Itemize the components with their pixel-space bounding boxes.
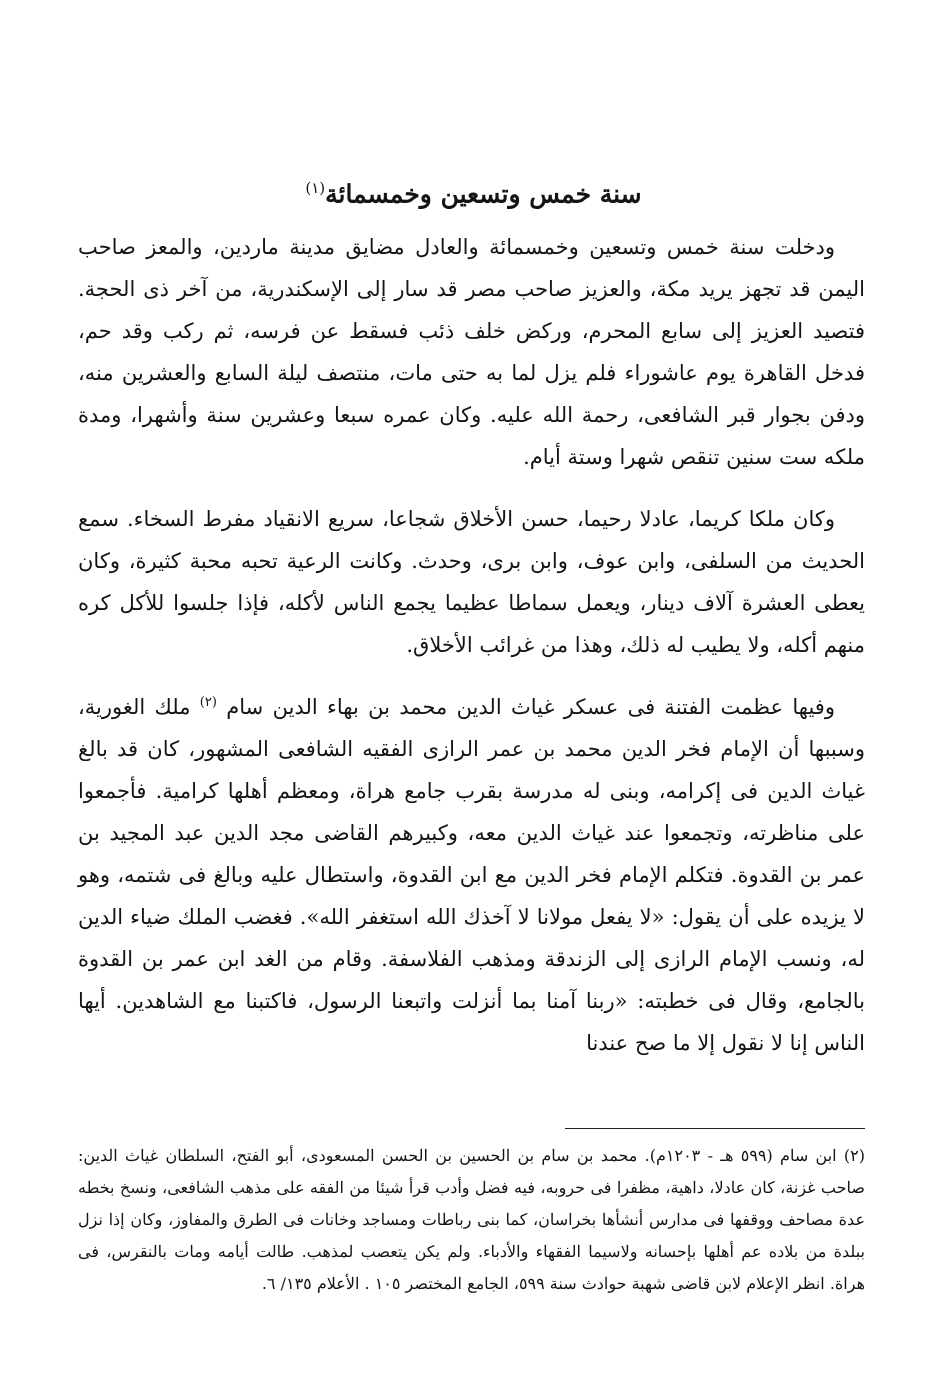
main-text <box>78 226 865 1064</box>
footnote-ref-1: (١) <box>305 179 326 197</box>
chapter-title-text: سنة خمس وتسعين وخمسمائة <box>325 179 642 209</box>
chapter-title <box>160 168 787 214</box>
footnote-divider <box>565 1128 865 1129</box>
paragraph-2: وكان ملكا كريما، عادلا رحيما، حسن الأخلاق شجاعا، سريع الانقياد مفرط السخاء. سمع الحديث من السلفى، وابن عوف، وابن برى، وحدث. وكانت الرعية تحبه محبة كثيرة، وكان يعطى العشرة آلاف دينار، ويعمل سماطا عظيما يجمع الناس لأكله، فإذا جلسوا للأكل كره منهم أكله، ولا يطيب له ذلك، وهذا من غرائب الأخلاق. <box>78 507 865 657</box>
paragraph-1: ودخلت سنة خمس وتسعين وخمسمائة والعادل مضايق مدينة ماردين، والمعز صاحب اليمن قد تجهز يريد مكة، والعزيز صاحب مصر قد سار إلى الإسكندرية، من آخر ذى الحجة. فتصيد العزيز إلى سابع المحرم، وركض خلف ذئب فسقط عن فرسه، ثم ركب وقد حم، فدخل القاهرة يوم عاشوراء فلم يزل لما به حتى مات، منتصف ليلة السابع والعشرين منه، ودفن بجوار قبر الشافعى، رحمة الله عليه. وكان عمره سبعا وعشرين سنة وأشهرا، ومدة ملكه ست سنين تنقص شهرا وستة أيام. <box>78 235 865 469</box>
paragraph-3 <box>78 686 865 1064</box>
paragraph-3-start: وفيها عظمت الفتنة فى عسكر غياث الدين محمد بن بهاء الدين سام <box>226 695 835 719</box>
paragraph-3-rest: ملك الغورية، وسببها أن الإمام فخر الدين محمد بن عمر الرازى الفقيه الشافعى المشهور، كان قد بالغ غياث الدين فى إكرامه، وبنى له مدرسة بقرب جامع هراة، ومعظم أهلها كرامية. فأجمعوا على مناظرته، وتجمعوا عند غياث الدين معه، وكبيرهم القاضى مجد الدين عبد المجيد بن عمر بن القدوة. فتكلم الإمام فخر الدين مع ابن القدوة، واستطال عليه وبالغ فى شتمه، وهو لا يزيده على أن يقول: «لا يفعل مولانا لا آخذك الله استغفر الله». فغضب الملك ضياء الدين له، ونسب الإمام الرازى إلى الزندقة ومذهب الفلاسفة. وقام من الغد ابن عمر بن القدوة بالجامع، وقال فى خطبته: «ربنا آمنا بما أنزلت واتبعنا الرسول، فاكتبنا مع الشاهدين. أيها الناس إنا لا نقول إلا ما صح عندنا <box>78 695 865 1055</box>
footnote-ref-2: (٢) <box>199 695 217 710</box>
footnote-2: (٢) ابن سام (٥٩٩ هـ - ١٢٠٣م). محمد بن سام بن الحسين بن الحسن المسعودى، أبو الفتح، السلطان غياث الدين: صاحب غزنة، كان عادلا، داهية، مظفرا فى حروبه، فيه فضل وأدب قرأ شيئا من الفقه على مذهب الشافعى، ونسخ بخطه عدة مصاحف ووقفها فى مدارس أنشأها بخراسان، كما بنى رباطات ومساجد وخانات فى الطرق والمفاوز، وكان إذا نزل ببلدة من بلاده عم أهلها بإحسانه ولاسيما الفقهاء والأدباء. ولم يكن يتعصب لمذهب. طالت أيامه ومات بالنقرس، فى هراة. انظر الإعلام لابن قاضى شهبة حوادث سنة ٥٩٩، الجامع المختصر ١٠٥ . الأعلام ١٣٥/ ٦. <box>78 1146 866 1293</box>
